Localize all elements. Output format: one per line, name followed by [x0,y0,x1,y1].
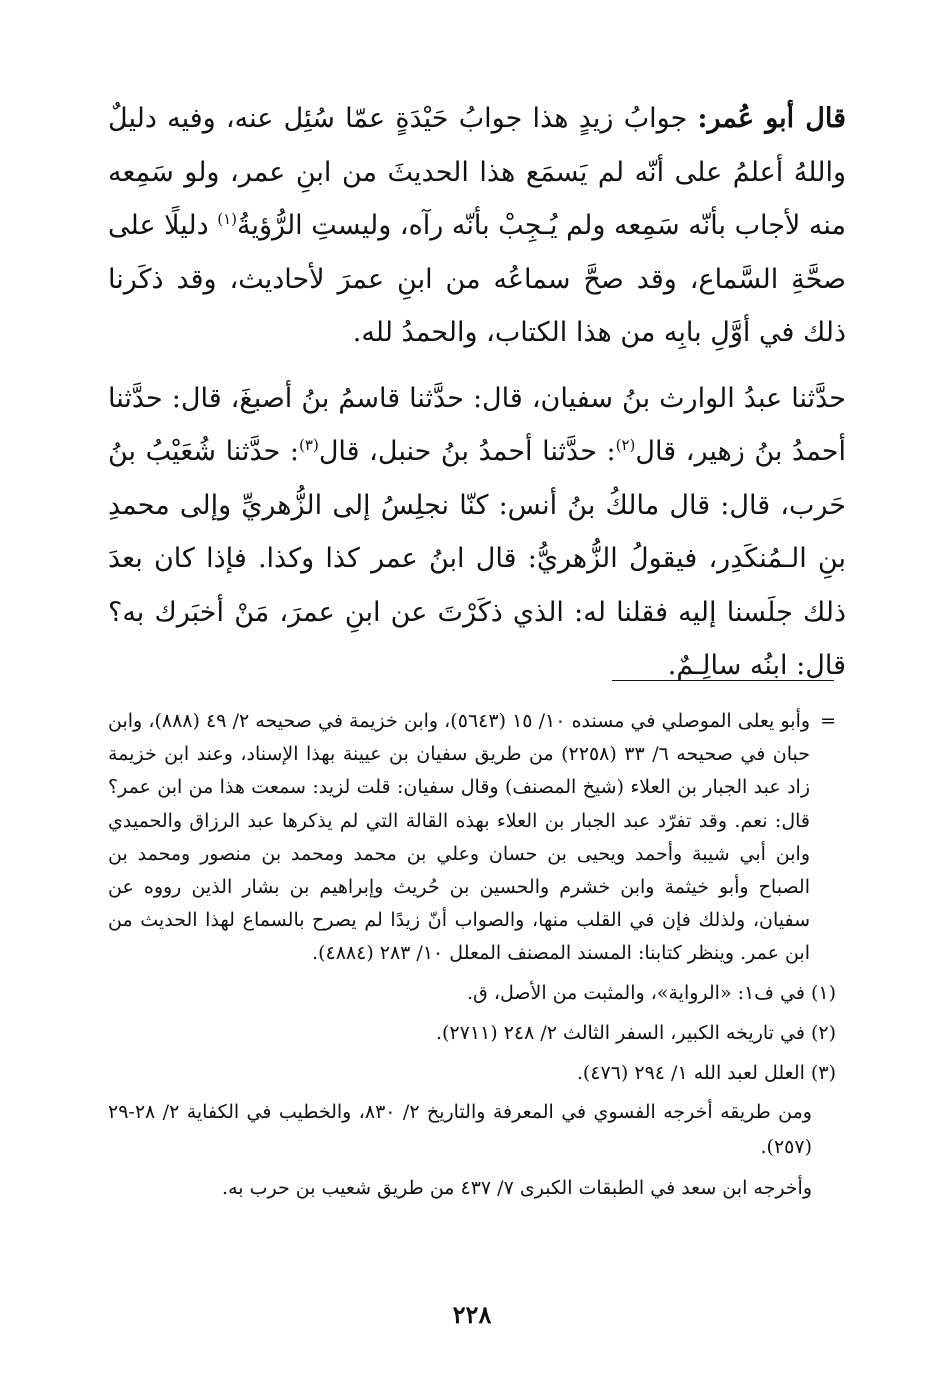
footnote-3-extra: ومن طريقه أخرجه الفسوي في المعرفة والتاريخ ٢/ ٨٣٠، والخطيب في الكفاية ٢/ ٢٨-٢٩ (٢٥٧). [108,1100,812,1158]
footnote-ref-3[interactable]: (٣) [299,436,319,454]
paragraph-text: جوابُ زيدٍ هذا جوابُ حَيْدَةٍ عمّا سُئِل عنه، وفيه دليلٌ واللهُ أعلمُ على أنّه لم يَسمَع هذا الحديثَ من ابنِ عمر، ولو سَمِعه منه لأجاب بأنّه سَمِعه ولم يُـجِبْ بأنّه رآه، وليستِ الرُّؤيةُ [108,103,846,241]
main-text [108,92,846,693]
footnote-2: (٢) في تاريخه الكبير، السفر الثالث ٢/ ٢٤٨ (٢٧١١). [435,1021,836,1044]
continuation-mark: = [820,710,836,732]
footnote-separator [612,680,834,681]
footnote-3: (٣) العلل لعبد الله ١/ ٢٩٤ (٤٧٦). [576,1061,836,1084]
footnote-text: وأبو يعلى الموصلي في مسنده ١٠/ ١٥ (٥٦٤٣)، وابن خزيمة في صحيحه ٢/ ٤٩ (٨٨٨)، وابن حبان في صحيحه ٦/ ٣٣ (٢٢٥٨) من طريق سفيان بن عيينة بهذا الإسناد، وعند ابن خزيمة زاد عبد الجبار بن العلاء (شيخ المصنف) وقال سفيان: قلت لزيد: سمعت هذا من ابن عمر؟ قال: نعم. وقد تفرّد عبد الجبار بن العلاء بهذه القالة التي لم يذكرها عبد الرزاق والحميدي وابن أبي شيبة وأحمد ويحيى بن حسان وعلي بن محمد ومحمد بن منصور ومحمد بن الصباح وأبو خيثمة وابن خشرم والحسين بن حُريث وإبراهيم بن بشار الذين رووه عن سفيان، ولذلك فإن في القلب منها، والصواب أنّ زيدًا لم يصرح بالسماع لهذا الحديث من ابن عمر. وينظر كتابنا: المسند المصنف المعلل ١٠/ ٢٨٣ (٤٨٨٤). [108,710,811,965]
paragraph-text: : حدَّثنا أحمدُ بنُ حنبل، قال [318,436,616,467]
paragraph-text: حدَّثنا عبدُ الوارث بنُ سفيان، قال: حدَّثنا قاسمُ بنُ أصبغَ، قال: حدَّثنا أحمدُ بنُ زهير، قال [108,382,846,467]
footnote-continuation [108,705,836,971]
paragraph-text: دليلًا على صحَّةِ السَّماع، وقد صحَّ سماعُه من ابنِ عمرَ لأحاديث، وقد ذكَرنا ذلك في أوَّلِ بابِه من هذا الكتاب، والحمدُ لله. [108,210,846,348]
footnote-ref-1[interactable]: (١) [217,210,238,228]
paragraph-text: : حدَّثنا شُعَيْبُ بنُ حَرب، قال: قال مالكُ بنُ أنس: كنّا نجلِسُ إلى الزُّهريِّ وإلى محمدِ بنِ الـمُنكَدِر، فيقولُ الزُّهريُّ: قال ابنُ عمر كذا وكذا. فإذا كان بعدَ ذلك جلَسنا إليه فقلنا له: الذي ذكَرْتَ عن ابنِ عمرَ، مَنْ أخبَرك به؟ قال: ابنُه سالِـمٌ. [108,436,846,681]
footnote-1: (١) في ف١: «الرواية»، والمثبت من الأصل، ق. [467,981,836,1004]
footnote-ref-2[interactable]: (٢) [615,436,636,454]
page-number: ٢٢٨ [452,1300,492,1329]
speaker-lead: قال أبو عُمر: [697,103,846,134]
paragraph-commentary [108,92,846,360]
footnotes [108,705,836,1206]
footnote-3-extra: وأخرجه ابن سعد في الطبقات الكبرى ٧/ ٤٣٧ من طريق شعيب بن حرب به. [222,1176,812,1199]
paragraph-isnad [108,372,846,693]
